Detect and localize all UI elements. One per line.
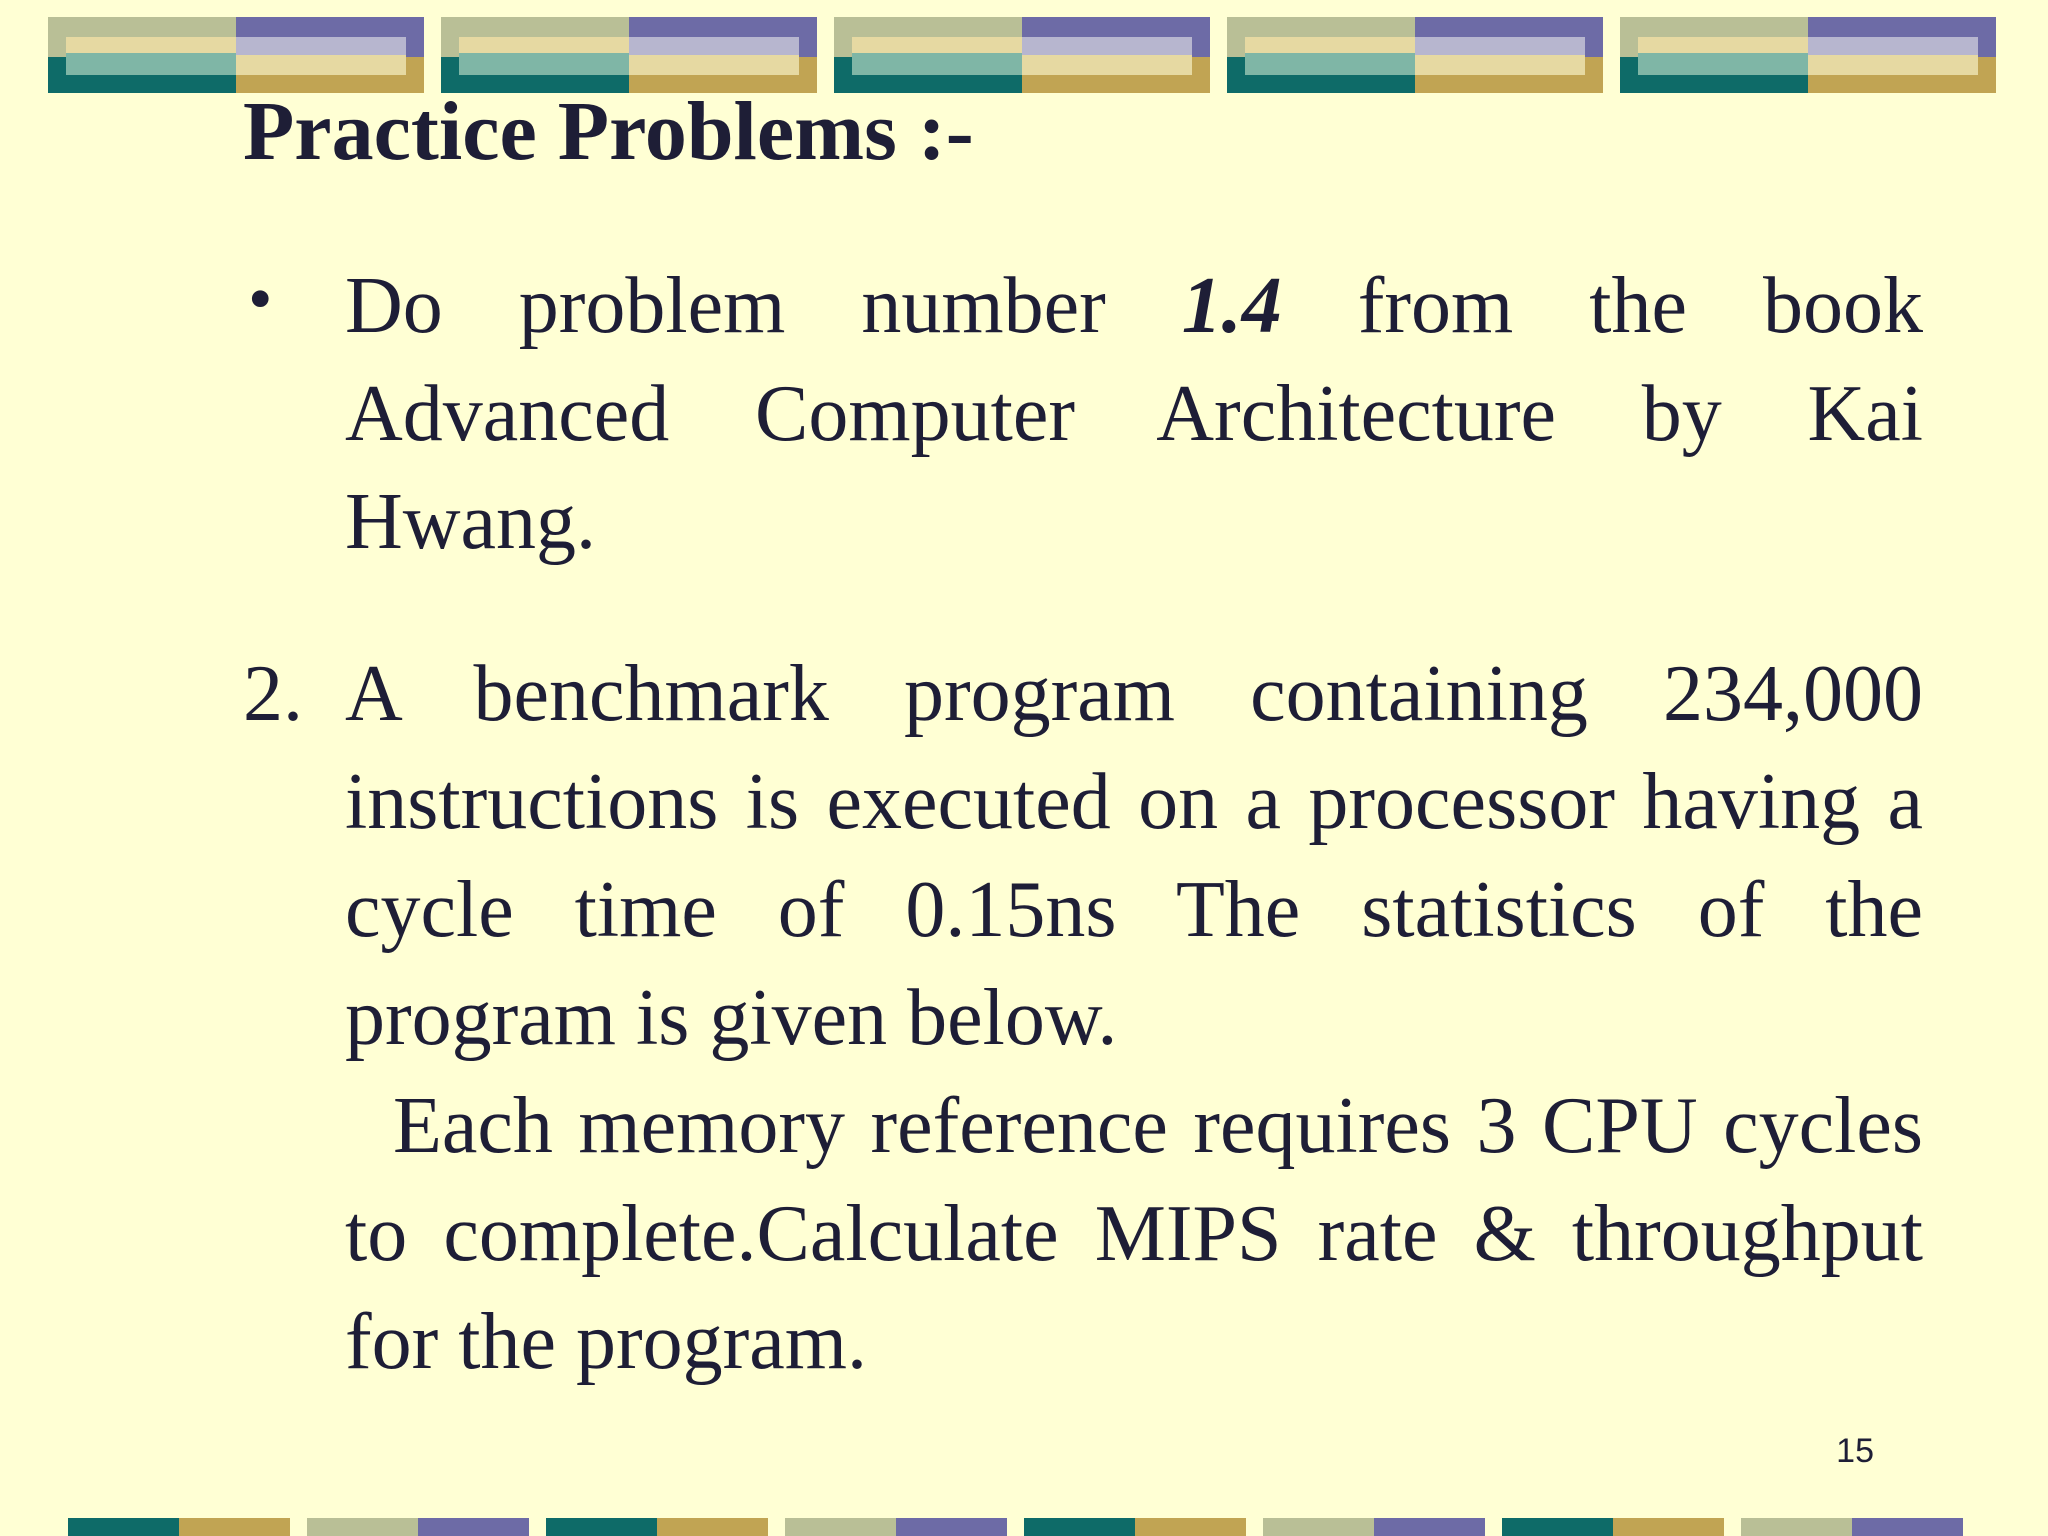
top-band-block [1620, 17, 1996, 93]
top-band-segment [236, 55, 406, 75]
top-band-segment [1638, 37, 1808, 53]
bottom-band-segment [68, 1518, 179, 1536]
problem-item-2 [345, 640, 1923, 1396]
bottom-band-segment [896, 1518, 1007, 1536]
bottom-band-block [785, 1518, 1007, 1536]
bottom-band-block [1024, 1518, 1246, 1536]
bottom-band-segment [1852, 1518, 1963, 1536]
problem-item-2-continuation: Each memory reference requires 3 CPU cycles to complete.Calculate MIPS rate & throughput for the program. [345, 1082, 1923, 1386]
bottom-band-block [1741, 1518, 1963, 1536]
top-band-segment [629, 55, 799, 75]
bottom-band-segment [1263, 1518, 1374, 1536]
bottom-band-segment [1374, 1518, 1485, 1536]
bottom-band-block [68, 1518, 290, 1536]
bottom-band-block [1263, 1518, 1485, 1536]
bottom-band-segment [546, 1518, 657, 1536]
slide-title: Practice Problems :- [243, 85, 974, 178]
page-number: 15 [1836, 1432, 1874, 1470]
top-band-segment [1808, 55, 1978, 75]
bottom-band-segment [657, 1518, 768, 1536]
bottom-decorative-band [68, 1518, 1968, 1536]
problem-item-1-text-after: from the book Advanced Computer Architecture by Kai Hwang. [345, 262, 1923, 566]
top-band-segment [1245, 37, 1415, 53]
bottom-band-segment [1502, 1518, 1613, 1536]
bottom-band-block [307, 1518, 529, 1536]
bottom-band-block [546, 1518, 768, 1536]
problem-item-1 [345, 252, 1923, 576]
problem-number-emphasis: 1.4 [1181, 262, 1282, 350]
bottom-band-segment [1613, 1518, 1724, 1536]
top-band-segment [459, 37, 629, 53]
bottom-band-segment [418, 1518, 529, 1536]
problem-item-2-text: A benchmark program containing 234,000 instructions is executed on a processor having a cycle time of 0.15ns The statistics of the program is given below. [345, 650, 1923, 1062]
top-band-segment [1022, 55, 1192, 75]
bottom-band-segment [307, 1518, 418, 1536]
top-band-segment [1415, 55, 1585, 75]
top-band-block [1227, 17, 1603, 93]
bottom-band-segment [1741, 1518, 1852, 1536]
top-band-segment [66, 37, 236, 53]
bottom-band-block [1502, 1518, 1724, 1536]
top-band-segment [852, 37, 1022, 53]
item-number-marker: 2. [243, 650, 303, 738]
bottom-band-segment [1024, 1518, 1135, 1536]
bullet-marker: • [248, 261, 273, 338]
bottom-band-segment [1135, 1518, 1246, 1536]
bottom-band-segment [179, 1518, 290, 1536]
problem-item-1-text-before: Do problem number [345, 262, 1182, 350]
bottom-band-segment [785, 1518, 896, 1536]
